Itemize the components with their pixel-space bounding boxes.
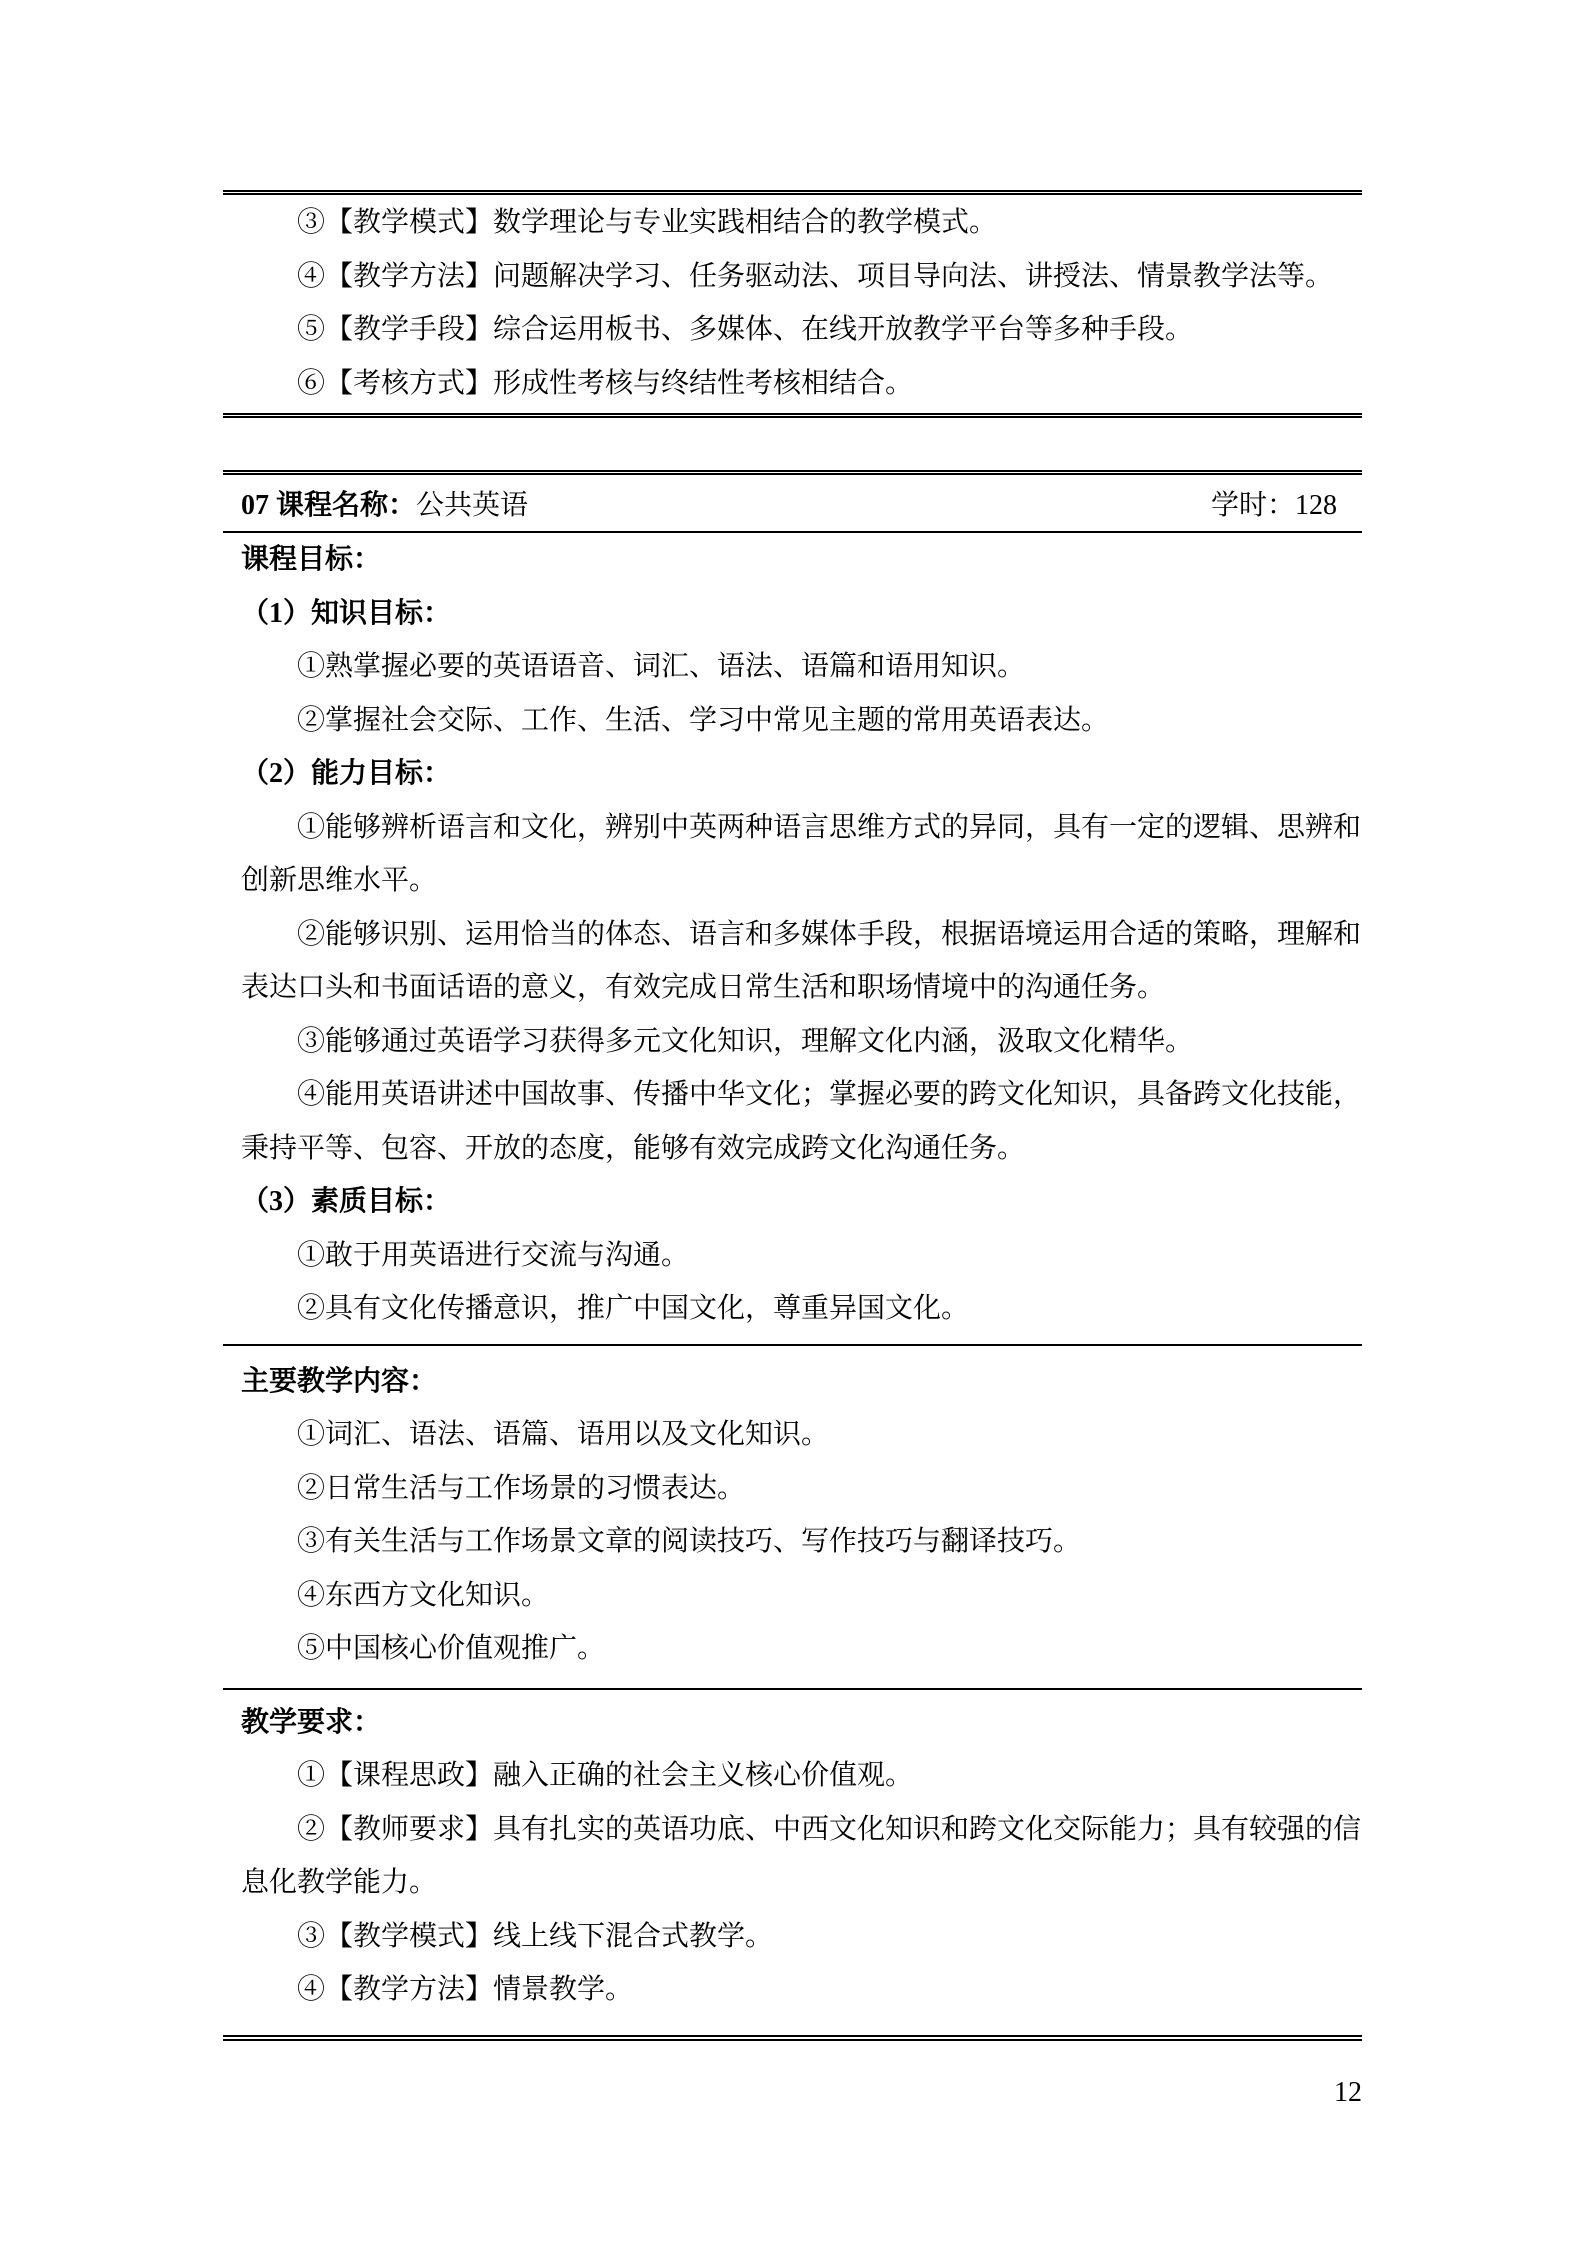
- page-number: 12: [1334, 2077, 1362, 2108]
- text-line: ①能够辨析语言和文化，辨别中英两种语言思维方式的异同，具有一定的逻辑、思辨和: [297, 811, 1362, 843]
- course-07-section: [223, 470, 1362, 2041]
- course-title: [241, 483, 528, 523]
- teaching-requirements-row: [223, 1688, 1362, 2035]
- text-line: ②能够识别、运用恰当的体态、语言和多媒体手段，根据语境运用合适的策略，理解和: [297, 918, 1362, 950]
- course-number-label: 07 课程名称：: [241, 490, 417, 521]
- course-hours-value: 128: [1295, 490, 1337, 521]
- prev-course-assessment-line: ⑥【考核方式】形成性考核与终结性考核相结合。: [297, 367, 914, 399]
- text-line: ⑤中国核心价值观推广。: [297, 1633, 606, 1664]
- course-name: 公共英语: [416, 490, 529, 521]
- text-line: ②具有文化传播意识，推广中国文化，尊重异国文化。: [297, 1293, 970, 1324]
- course-header-row: [223, 475, 1362, 533]
- text-line: 表达口头和书面话语的意义，有效完成日常生活和职场情境中的沟通任务。: [241, 972, 1166, 1003]
- text-line: ③有关生活与工作场景文章的阅读技巧、写作技巧与翻译技巧。: [297, 1526, 1082, 1557]
- teaching-content-row: [223, 1344, 1362, 1688]
- text-line: 息化教学能力。: [241, 1867, 438, 1898]
- ability-goals-heading: （2）能力目标：: [241, 758, 452, 789]
- text-line: ④【教学方法】情景教学。: [297, 1974, 634, 2005]
- text-line: ①【课程思政】融入正确的社会主义核心价值观。: [297, 1760, 914, 1791]
- course-goals-heading: 课程目标：: [241, 544, 382, 575]
- text-line: 创新思维水平。: [241, 865, 438, 896]
- text-line: ①熟掌握必要的英语语音、词汇、语法、语篇和语用知识。: [297, 651, 1026, 682]
- text-line: ③【教学模式】线上线下混合式教学。: [297, 1920, 774, 1952]
- prev-course-teaching-means-line: ⑤【教学手段】综合运用板书、多媒体、在线开放教学平台等多种手段。: [297, 314, 1194, 345]
- text-line: ②掌握社会交际、工作、生活、学习中常见主题的常用英语表达。: [297, 704, 1110, 736]
- teaching-content-heading: 主要教学内容：: [241, 1365, 438, 1397]
- text-line: ①词汇、语法、语篇、语用以及文化知识。: [297, 1419, 830, 1450]
- text-line: ④能用英语讲述中国故事、传播中华文化；掌握必要的跨文化知识，具备跨文化技能，: [297, 1079, 1362, 1110]
- quality-goals-heading: （3）素质目标：: [241, 1186, 452, 1217]
- course-hours: [1211, 483, 1337, 523]
- knowledge-goals-heading: （1）知识目标：: [241, 597, 452, 629]
- text-line: ②【教师要求】具有扎实的英语功底、中西文化知识和跨文化交际能力；具有较强的信: [297, 1813, 1362, 1845]
- course-goals-row: [223, 533, 1362, 1344]
- text-line: ②日常生活与工作场景的习惯表达。: [297, 1472, 746, 1504]
- teaching-requirements-heading: 教学要求：: [241, 1706, 382, 1738]
- text-line: 秉持平等、包容、开放的态度，能够有效完成跨文化沟通任务。: [241, 1132, 1026, 1164]
- document-content-column: [223, 190, 1362, 2041]
- course-hours-label: 学时：: [1210, 490, 1295, 521]
- prev-course-teaching-method-line: ④【教学方法】问题解决学习、任务驱动法、项目导向法、讲授法、情景教学法等。: [297, 260, 1334, 292]
- text-line: ④东西方文化知识。: [297, 1579, 550, 1611]
- text-line: ③能够通过英语学习获得多元文化知识，理解文化内涵，汲取文化精华。: [297, 1025, 1194, 1057]
- text-line: ①敢于用英语进行交流与沟通。: [297, 1239, 690, 1271]
- prev-course-teaching-mode-line: ③【教学模式】数学理论与专业实践相结合的教学模式。: [297, 207, 998, 238]
- previous-course-section: [223, 190, 1362, 418]
